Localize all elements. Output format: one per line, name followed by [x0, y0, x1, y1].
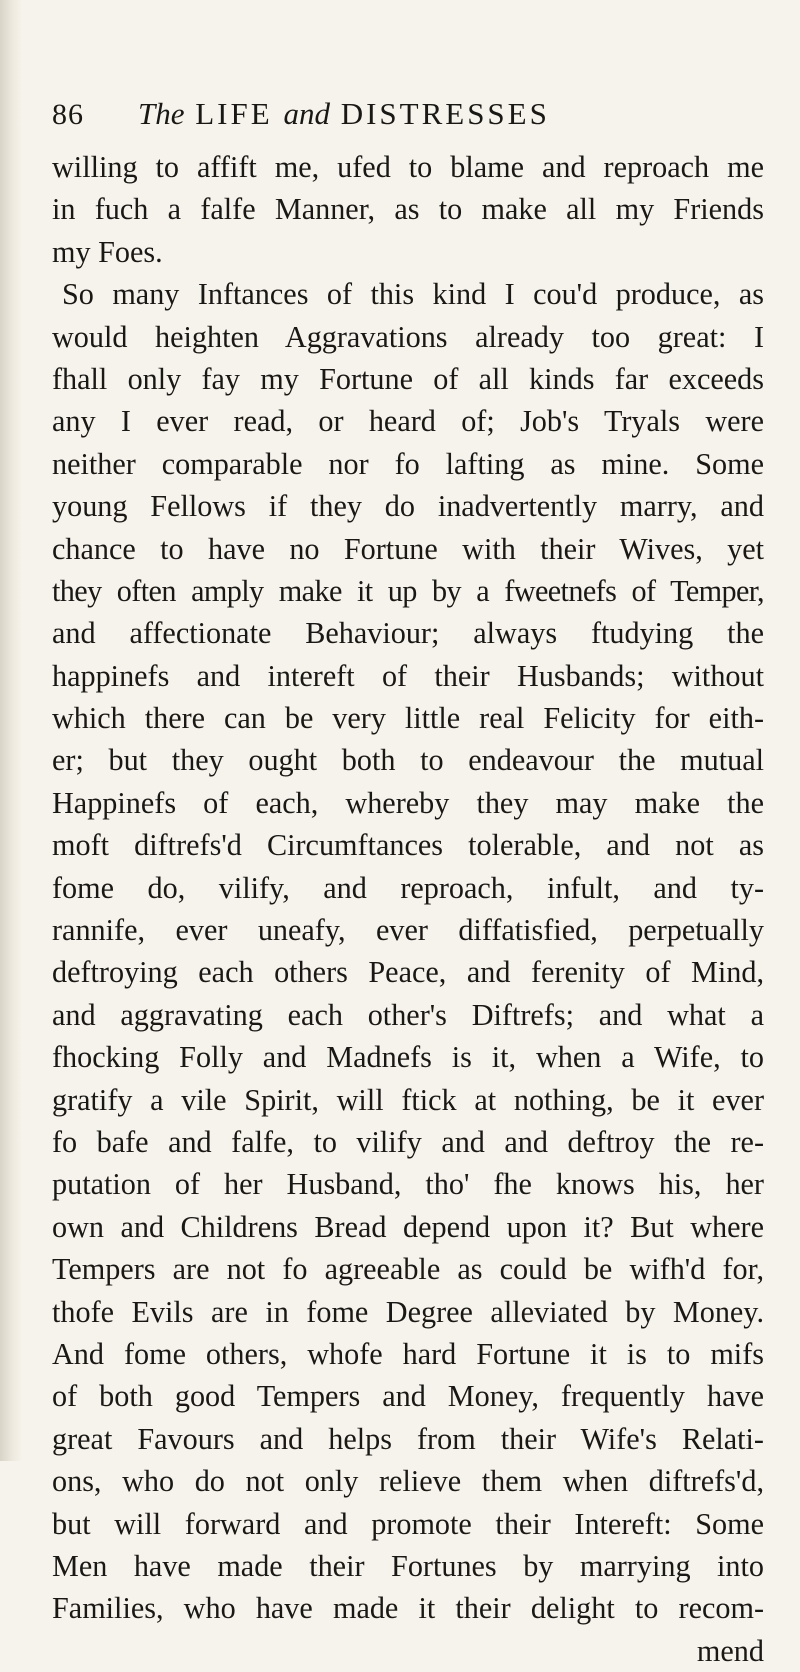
text-line: own and Childrens Bread depend upon it? But where [52, 1209, 764, 1244]
running-title-life: LIFE [195, 96, 273, 131]
text-line: thofe Evils are in fome Degree alleviated by Money. [52, 1294, 764, 1329]
text-line: Happinefs of each, whereby they may make the [52, 785, 764, 820]
text-line: chance to have no Fortune with their Wives, yet [52, 531, 764, 566]
running-title-the: The [138, 96, 185, 131]
text-line: er; but they ought both to endeavour the mutual [52, 743, 764, 778]
text-line: would heighten Aggravations already too great: I [52, 319, 764, 354]
text-line: rannife, ever uneafy, ever diffatisfied, perpetually [52, 913, 764, 948]
text-line: ons, who do not only relieve them when diftrefs'd, [52, 1464, 764, 1499]
body-text [52, 146, 764, 1672]
running-title [138, 96, 550, 132]
text-line: And fome others, whofe hard Fortune it is to mifs [52, 1336, 764, 1371]
text-line: fome do, vilify, and reproach, infult, and ty- [52, 870, 764, 905]
text-line: but will forward and promote their Intereft: Some [52, 1506, 764, 1541]
text-line: they often amply make it up by a fweetnefs of Temper, [52, 573, 764, 608]
text-line: willing to affift me, ufed to blame and reproach me [52, 150, 764, 184]
text-line: deftroying each others Peace, and ferenity of Mind, [52, 955, 764, 990]
page-binding-shadow [0, 0, 22, 1461]
text-line: Men have made their Fortunes by marrying into [52, 1548, 764, 1583]
running-head [52, 96, 764, 140]
text-line: moft diftrefs'd Circumftances tolerable, and not as [52, 828, 764, 863]
text-line: which there can be very little real Felicity for eith- [52, 701, 764, 736]
text-line: and aggravating each other's Diftrefs; and what a [52, 997, 764, 1032]
text-line: young Fellows if they do inadvertently marry, and [52, 489, 764, 524]
book-page [52, 96, 764, 1672]
text-line: great Favours and helps from their Wife's Relati- [52, 1421, 764, 1456]
text-line: any I ever read, or heard of; Job's Tryals were [52, 404, 764, 439]
text-line: my Foes. [52, 234, 163, 269]
catchword: mend [696, 1633, 764, 1668]
text-line: So many Inftances of this kind I cou'd produce, as [62, 277, 764, 312]
running-title-and: and [283, 96, 330, 131]
text-line: neither comparable nor fo lafting as mine. Some [52, 446, 764, 481]
text-line: gratify a vile Spirit, will ftick at nothing, be it ever [52, 1082, 764, 1117]
text-line: of both good Tempers and Money, frequently have [52, 1379, 764, 1414]
text-line: Tempers are not fo agreeable as could be wifh'd for, [52, 1252, 764, 1287]
text-line: putation of her Husband, tho' fhe knows his, her [52, 1167, 764, 1202]
text-line: happinefs and intereft of their Husbands; without [52, 658, 764, 693]
text-line: fhall only fay my Fortune of all kinds far exceeds [52, 361, 764, 396]
text-line: fhocking Folly and Madnefs is it, when a Wife, to [52, 1040, 764, 1075]
text-line: and affectionate Behaviour; always ftudying the [52, 616, 764, 651]
running-title-distresses: DISTRESSES [340, 96, 550, 131]
text-line: in fuch a falfe Manner, as to make all my Friends [52, 192, 764, 227]
text-line: Families, who have made it their delight to recom- [52, 1591, 764, 1626]
text-line: fo bafe and falfe, to vilify and and deftroy the re- [52, 1124, 764, 1159]
page-number: 86 [52, 98, 84, 131]
